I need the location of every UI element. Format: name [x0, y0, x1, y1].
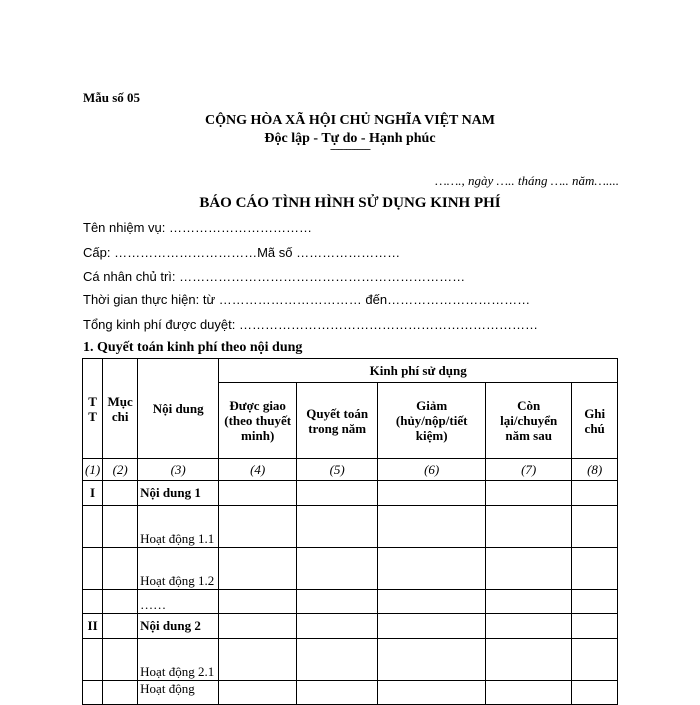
level-code-field: Cấp: ……………………………Mã số ……………………: [83, 245, 401, 260]
row-tt: [83, 681, 103, 705]
row-tt: [83, 548, 103, 590]
row-content: Nội dung 2: [138, 614, 219, 639]
task-name-field: Tên nhiệm vụ: ……………………………: [83, 220, 312, 235]
header-giam: Giảm (hủy/nộp/tiết kiệm): [378, 383, 486, 459]
table-row: [83, 506, 618, 548]
column-number-row: [83, 459, 618, 481]
table-row: [83, 481, 618, 506]
header-ghi-chu: Ghi chú: [572, 383, 618, 459]
row-content: Hoạt động 1.1: [138, 506, 219, 548]
col-number: (6): [378, 459, 486, 481]
form-number: Mẫu số 05: [83, 90, 141, 105]
header-con-lai: Còn lại/chuyển năm sau: [486, 383, 572, 459]
col-number: (3): [138, 459, 219, 481]
row-tt: [83, 590, 103, 614]
header-tt: TT: [83, 359, 103, 459]
col-number: (5): [297, 459, 378, 481]
period-field: Thời gian thực hiện: từ …………………………… đến……………………………: [83, 292, 531, 307]
lead-person-field: Cá nhân chủ trì: …………………………………………………………: [83, 269, 466, 284]
row-content: Hoạt động 1.2: [138, 548, 219, 590]
report-title: BÁO CÁO TÌNH HÌNH SỬ DỤNG KINH PHÍ: [199, 195, 501, 211]
table-row: [83, 614, 618, 639]
national-motto: Độc lập - Tự do - Hạnh phúc: [264, 131, 436, 146]
header-divider: ---------------: [330, 143, 370, 155]
col-number: (2): [103, 459, 138, 481]
budget-table: [82, 358, 618, 705]
row-content: Hoạt động 2.1: [138, 639, 219, 681]
table-row: [83, 590, 618, 614]
row-tt: I: [83, 481, 103, 506]
header-noi-dung: Nội dung: [138, 359, 219, 459]
table-row: [83, 639, 618, 681]
date-line: ……., ngày ….. tháng ….. năm…....: [435, 173, 619, 188]
table-row: [83, 681, 618, 705]
col-number: (8): [572, 459, 618, 481]
row-content: Hoạt động: [138, 681, 219, 705]
header-quyet-toan: Quyết toán trong năm: [297, 383, 378, 459]
national-header: CỘNG HÒA XÃ HỘI CHỦ NGHĨA VIỆT NAM: [204, 113, 495, 128]
total-budget-field: Tổng kinh phí được duyệt: ……………………………………………………………: [83, 317, 538, 332]
row-tt: [83, 639, 103, 681]
header-duoc-giao: Được giao (theo thuyết minh): [219, 383, 297, 459]
header-kinh-phi-group: Kinh phí sử dụng: [219, 359, 618, 383]
row-tt: II: [83, 614, 103, 639]
col-number: (4): [219, 459, 297, 481]
col-number: (1): [83, 459, 103, 481]
row-content: ……: [138, 590, 219, 614]
row-tt: [83, 506, 103, 548]
header-muc-chi: Mục chi: [103, 359, 138, 459]
section-title: 1. Quyết toán kinh phí theo nội dung: [83, 340, 303, 355]
col-number: (7): [486, 459, 572, 481]
table-row: [83, 548, 618, 590]
row-content: Nội dung 1: [138, 481, 219, 506]
